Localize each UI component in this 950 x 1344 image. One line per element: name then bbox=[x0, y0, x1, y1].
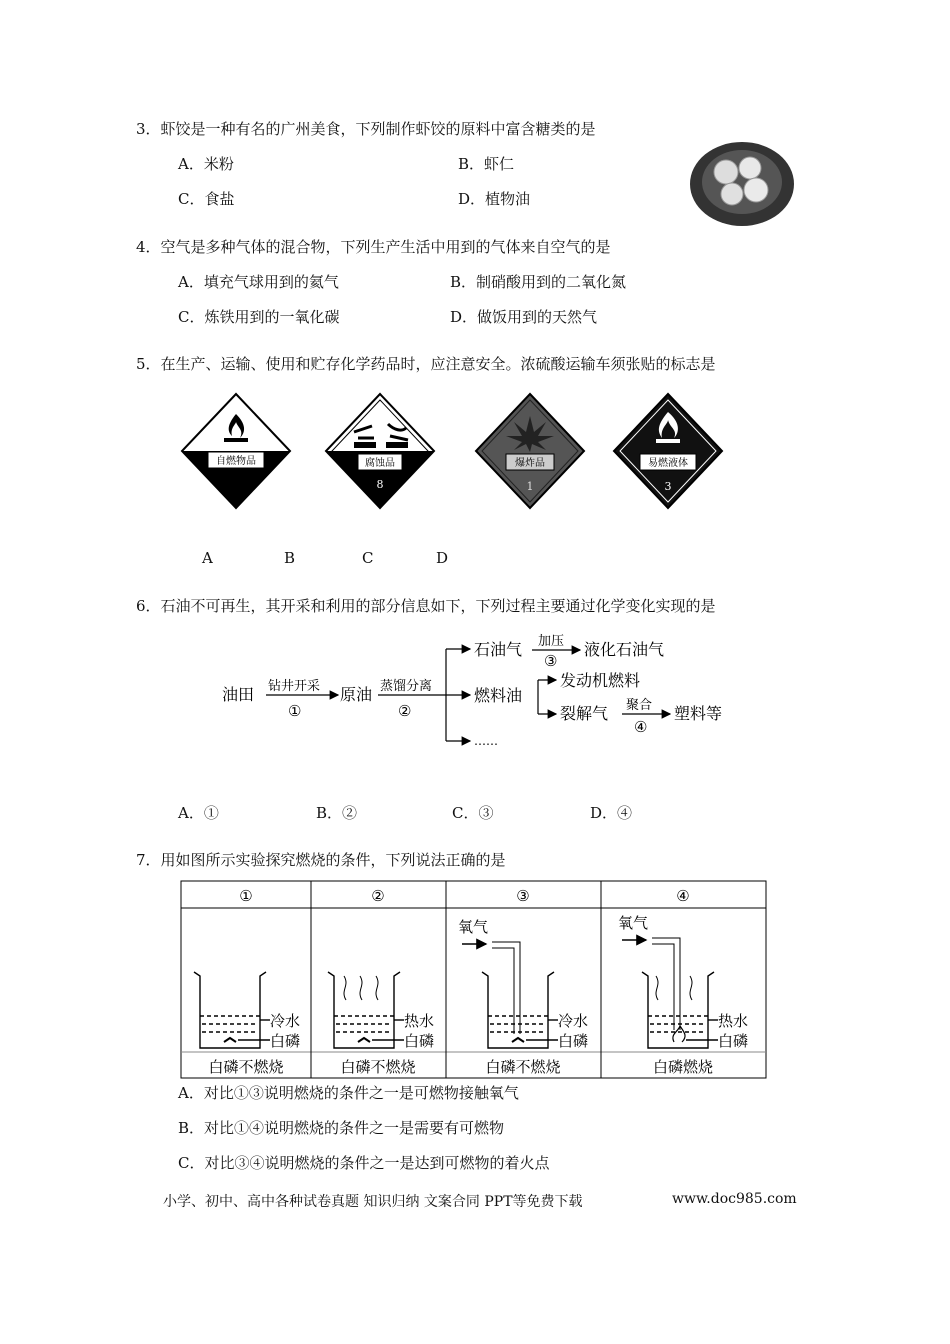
q6-option-b: B．② bbox=[316, 804, 358, 822]
flow-oilfield: 油田 bbox=[222, 685, 255, 704]
q6-stem: 6．石油不可再生，其开采和利用的部分信息如下，下列过程主要通过化学变化实现的是 bbox=[136, 597, 716, 615]
white-p-label-3: 白磷 bbox=[558, 1032, 589, 1050]
flow-engine-fuel: 发动机燃料 bbox=[560, 671, 641, 690]
sign-c-label: 爆炸品 bbox=[515, 458, 545, 469]
q4-stem: 4．空气是多种气体的混合物，下列生产生活中用到的气体来自空气的是 bbox=[136, 238, 611, 256]
beaker-4 bbox=[622, 938, 718, 1048]
col-header-3: ③ bbox=[516, 887, 530, 905]
q5-letter-b: B bbox=[284, 549, 296, 567]
flow-step2: 蒸馏分离 bbox=[380, 679, 433, 694]
white-p-label-2: 白磷 bbox=[404, 1032, 435, 1050]
beaker-2 bbox=[328, 972, 404, 1048]
q4-option-c: C．炼铁用到的一氧化碳 bbox=[178, 308, 340, 326]
oxygen-label-4: 氧气 bbox=[618, 914, 649, 932]
flow-step3: 加压 bbox=[538, 634, 565, 649]
q4-option-d: D．做饭用到的天然气 bbox=[450, 308, 598, 326]
flow-mark3: ③ bbox=[544, 652, 558, 670]
cold-water-label-3: 冷水 bbox=[558, 1012, 589, 1030]
sign-b-number: 8 bbox=[376, 478, 384, 491]
q4-option-b: B．制硝酸用到的二氧化氮 bbox=[450, 273, 627, 291]
flow-mark1: ① bbox=[288, 702, 302, 720]
oxygen-label-3: 氧气 bbox=[458, 918, 489, 936]
sign-explosive bbox=[474, 392, 586, 510]
sign-d-label: 易燃液体 bbox=[648, 458, 688, 469]
petroleum-flow-diagram bbox=[220, 628, 760, 756]
result-4: 白磷燃烧 bbox=[652, 1058, 714, 1076]
q7-option-c: C．对比③④说明燃烧的条件之一是达到可燃物的着火点 bbox=[178, 1154, 550, 1172]
q6-option-a: A．① bbox=[178, 804, 219, 822]
white-p-label-1: 白磷 bbox=[270, 1032, 301, 1050]
flow-lpg: 液化石油气 bbox=[584, 640, 665, 659]
flow-crude: 原油 bbox=[340, 685, 373, 704]
flow-mark2: ② bbox=[398, 702, 412, 720]
footer-left: 小学、初中、高中各种试卷真题 知识归纳 文案合同 PPT等免费下载 bbox=[163, 1194, 583, 1210]
q5-letter-c: C bbox=[362, 549, 374, 567]
q3-stem: 3．虾饺是一种有名的广州美食，下列制作虾饺的原料中富含糖类的是 bbox=[136, 120, 596, 138]
flow-cracking-gas: 裂解气 bbox=[560, 704, 609, 723]
sign-corrosive bbox=[324, 392, 436, 510]
q3-option-d: D．植物油 bbox=[458, 190, 531, 208]
beaker-1 bbox=[194, 972, 270, 1048]
footer-website[interactable]: www.doc985.com bbox=[672, 1191, 797, 1207]
sign-d-number: 3 bbox=[664, 480, 672, 493]
cold-water-label-1: 冷水 bbox=[270, 1012, 301, 1030]
flow-fuel-oil: 燃料油 bbox=[474, 686, 523, 705]
sign-flammable-liquid bbox=[612, 392, 724, 510]
q6-option-c: C．③ bbox=[452, 804, 494, 822]
flow-petroleum-gas: 石油气 bbox=[474, 640, 523, 659]
sign-c-number: 1 bbox=[526, 480, 534, 493]
flow-step4: 聚合 bbox=[626, 698, 653, 713]
white-p-label-4: 白磷 bbox=[718, 1032, 749, 1050]
q5-letter-a: A bbox=[202, 549, 213, 567]
result-1: 白磷不燃烧 bbox=[208, 1058, 284, 1076]
q3-option-a: A．米粉 bbox=[178, 155, 234, 173]
q3-option-b: B．虾仁 bbox=[458, 155, 515, 173]
result-2: 白磷不燃烧 bbox=[340, 1058, 416, 1076]
result-3: 白磷不燃烧 bbox=[485, 1058, 561, 1076]
col-header-4: ④ bbox=[676, 887, 690, 905]
q4-option-a: A．填充气球用到的氦气 bbox=[178, 273, 339, 291]
q7-option-b: B．对比①④说明燃烧的条件之一是需要有可燃物 bbox=[178, 1119, 505, 1137]
q5-letter-d: D bbox=[436, 549, 449, 567]
combustion-experiment-table bbox=[180, 880, 768, 1080]
sign-b-label: 腐蚀品 bbox=[365, 458, 395, 469]
hot-water-label-4: 热水 bbox=[718, 1012, 749, 1030]
col-header-1: ① bbox=[239, 887, 253, 905]
q6-option-d: D．④ bbox=[590, 804, 633, 822]
sign-a-label: 自燃物品 bbox=[216, 456, 256, 467]
q7-option-a: A．对比①③说明燃烧的条件之一是可燃物接触氧气 bbox=[178, 1084, 519, 1102]
hot-water-label-2: 热水 bbox=[404, 1012, 435, 1030]
flow-step1: 钻井开采 bbox=[268, 679, 321, 694]
sign-spontaneous-combustion bbox=[180, 392, 292, 510]
shrimp-dumpling-photo bbox=[688, 140, 796, 230]
q5-stem: 5．在生产、运输、使用和贮存化学药品时，应注意安全。浓硫酸运输车须张贴的标志是 bbox=[136, 355, 716, 373]
col-header-2: ② bbox=[371, 887, 385, 905]
beaker-3 bbox=[462, 942, 558, 1048]
q3-option-c: C．食盐 bbox=[178, 190, 235, 208]
q7-stem: 7．用如图所示实验探究燃烧的条件，下列说法正确的是 bbox=[136, 851, 506, 869]
flow-mark4: ④ bbox=[634, 718, 648, 736]
flow-plastic: 塑料等 bbox=[674, 704, 723, 723]
flow-etc: …… bbox=[474, 734, 498, 748]
